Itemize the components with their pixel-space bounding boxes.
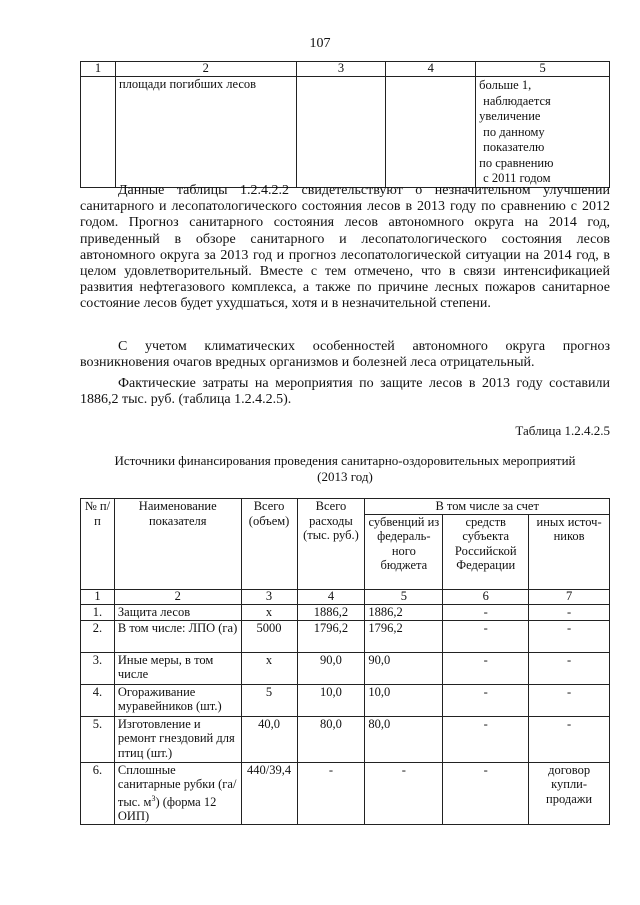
table-cell: площади погибших лесов: [115, 77, 296, 188]
column-number-row: [81, 62, 610, 77]
table-row: [81, 620, 610, 652]
table-caption: Таблица 1.2.4.2.5: [515, 423, 610, 438]
table-cell: [476, 77, 610, 188]
row-name: Иные меры, в том числе: [114, 652, 241, 684]
paragraph: Фактические затраты на мероприятия по защите лесов в 2013 году составили 1886,2 тыс. руб. (таблица 1.2.4.2.5).: [80, 376, 610, 408]
row-subject: -: [443, 604, 529, 620]
table-cell: [81, 77, 116, 188]
row-federal: -: [365, 762, 443, 824]
column-number: 2: [114, 589, 241, 604]
paragraph: С учетом климатических особенностей автономного округа прогноз возникновения очагов вредных организмов и болезней леса отрицательный.: [80, 339, 610, 371]
row-num: 1.: [81, 604, 115, 620]
row-name: [114, 762, 241, 824]
column-number: 1: [81, 589, 115, 604]
table-row: [81, 684, 610, 716]
row-num: 6.: [81, 762, 115, 824]
row-subject: -: [443, 684, 529, 716]
header-total: Всего (объем): [241, 499, 297, 590]
row-total: 5000: [241, 620, 297, 652]
row-other: договор купли-продажи: [529, 762, 610, 824]
row-other: -: [529, 620, 610, 652]
column-number: 2: [115, 62, 296, 77]
row-federal: 80,0: [365, 716, 443, 762]
row-expenses: 1886,2: [297, 604, 365, 620]
column-number: 3: [241, 589, 297, 604]
row-name: В том числе: ЛПО (га): [114, 620, 241, 652]
table-title-line: Источники финансирования проведения санитарно-оздоровительных мероприятий: [114, 453, 576, 468]
table-row: [81, 652, 610, 684]
row-subject: -: [443, 762, 529, 824]
column-number: 5: [476, 62, 610, 77]
row-subject: -: [443, 716, 529, 762]
row-subject: -: [443, 652, 529, 684]
row-expenses: 1796,2: [297, 620, 365, 652]
row-federal: 1796,2: [365, 620, 443, 652]
column-number-row: [81, 589, 610, 604]
column-number: 5: [365, 589, 443, 604]
row-total: 440/39,4: [241, 762, 297, 824]
header-num: № п/п: [81, 499, 115, 590]
column-number: 4: [297, 589, 365, 604]
row-num: 5.: [81, 716, 115, 762]
row-federal: 1886,2: [365, 604, 443, 620]
row-total: х: [241, 604, 297, 620]
row-other: -: [529, 652, 610, 684]
column-number: 3: [296, 62, 386, 77]
column-number: 1: [81, 62, 116, 77]
table-cell: [386, 77, 476, 188]
row-expenses: -: [297, 762, 365, 824]
table-row: [81, 716, 610, 762]
row-total: 40,0: [241, 716, 297, 762]
row-num: 4.: [81, 684, 115, 716]
column-number: 6: [443, 589, 529, 604]
table-row: [81, 77, 610, 188]
row-name: Изготовление и ремонт гнездовий для птиц (шт.): [114, 716, 241, 762]
column-number: 7: [529, 589, 610, 604]
page-number: 107: [309, 36, 331, 51]
cell-line: с 2011 годом: [483, 171, 551, 185]
superscript: 3: [151, 793, 156, 803]
table-title-line: (2013 год): [317, 469, 373, 484]
paragraph: Данные таблицы 1.2.4.2.2 свидетельствуют о незначительном улучшении санитарного и лесопатологического состояния лесов в 2013 году по сравнению с 2012 годом. Прогноз санитарного состояния лесов автономного округа на 2014 год, приведенный в обзоре санитарного и лесопатологического состояния лесов автономного округа за 2013 год и прогноз лесопатологической ситуации на 2014 год, в целом удовлетворительный. Вместе с тем отмечено, что в связи интенсификацией развития нефтегазового комплекса, а также по причине лесных пожаров санитарное состояние лесов будет ухудшаться, хотя и в незначительной степени.: [80, 183, 610, 312]
header-row: [81, 499, 610, 515]
row-num: 3.: [81, 652, 115, 684]
row-federal: 90,0: [365, 652, 443, 684]
row-other: -: [529, 604, 610, 620]
cell-line: увеличение: [479, 109, 541, 123]
financing-table: [80, 498, 610, 825]
row-other: -: [529, 716, 610, 762]
header-name: Наименование показателя: [114, 499, 241, 590]
header-federal: субвенций из федераль-ного бюджета: [365, 514, 443, 589]
row-name-part: Сплошные санитарные рубки (га/тыс. м: [117, 762, 237, 809]
row-name-part: ) (форма 12 ОИП): [117, 794, 217, 824]
row-other: -: [529, 684, 610, 716]
row-federal: 10,0: [365, 684, 443, 716]
row-total: х: [241, 652, 297, 684]
cell-line: по сравнению: [479, 155, 554, 170]
row-name: Огораживание муравейников (шт.): [114, 684, 241, 716]
row-name: Защита лесов: [114, 604, 241, 620]
continuation-table: [80, 61, 610, 188]
table-cell: [296, 77, 386, 188]
cell-line: больше 1,: [479, 78, 532, 92]
header-expenses: Всего расходы (тыс. руб.): [297, 499, 365, 590]
table-title: [80, 453, 610, 485]
header-including: В том числе за счет: [365, 499, 610, 515]
row-expenses: 80,0: [297, 716, 365, 762]
row-total: 5: [241, 684, 297, 716]
row-expenses: 90,0: [297, 652, 365, 684]
table-row: [81, 762, 610, 824]
header-other: иных источ-ников: [529, 514, 610, 589]
row-subject: -: [443, 620, 529, 652]
table-row: [81, 604, 610, 620]
row-expenses: 10,0: [297, 684, 365, 716]
column-number: 4: [386, 62, 476, 77]
cell-line: наблюдается: [483, 93, 551, 108]
header-subject: средств субъекта Российской Федерации: [443, 514, 529, 589]
row-num: 2.: [81, 620, 115, 652]
cell-line: по данному показателю: [483, 124, 545, 154]
